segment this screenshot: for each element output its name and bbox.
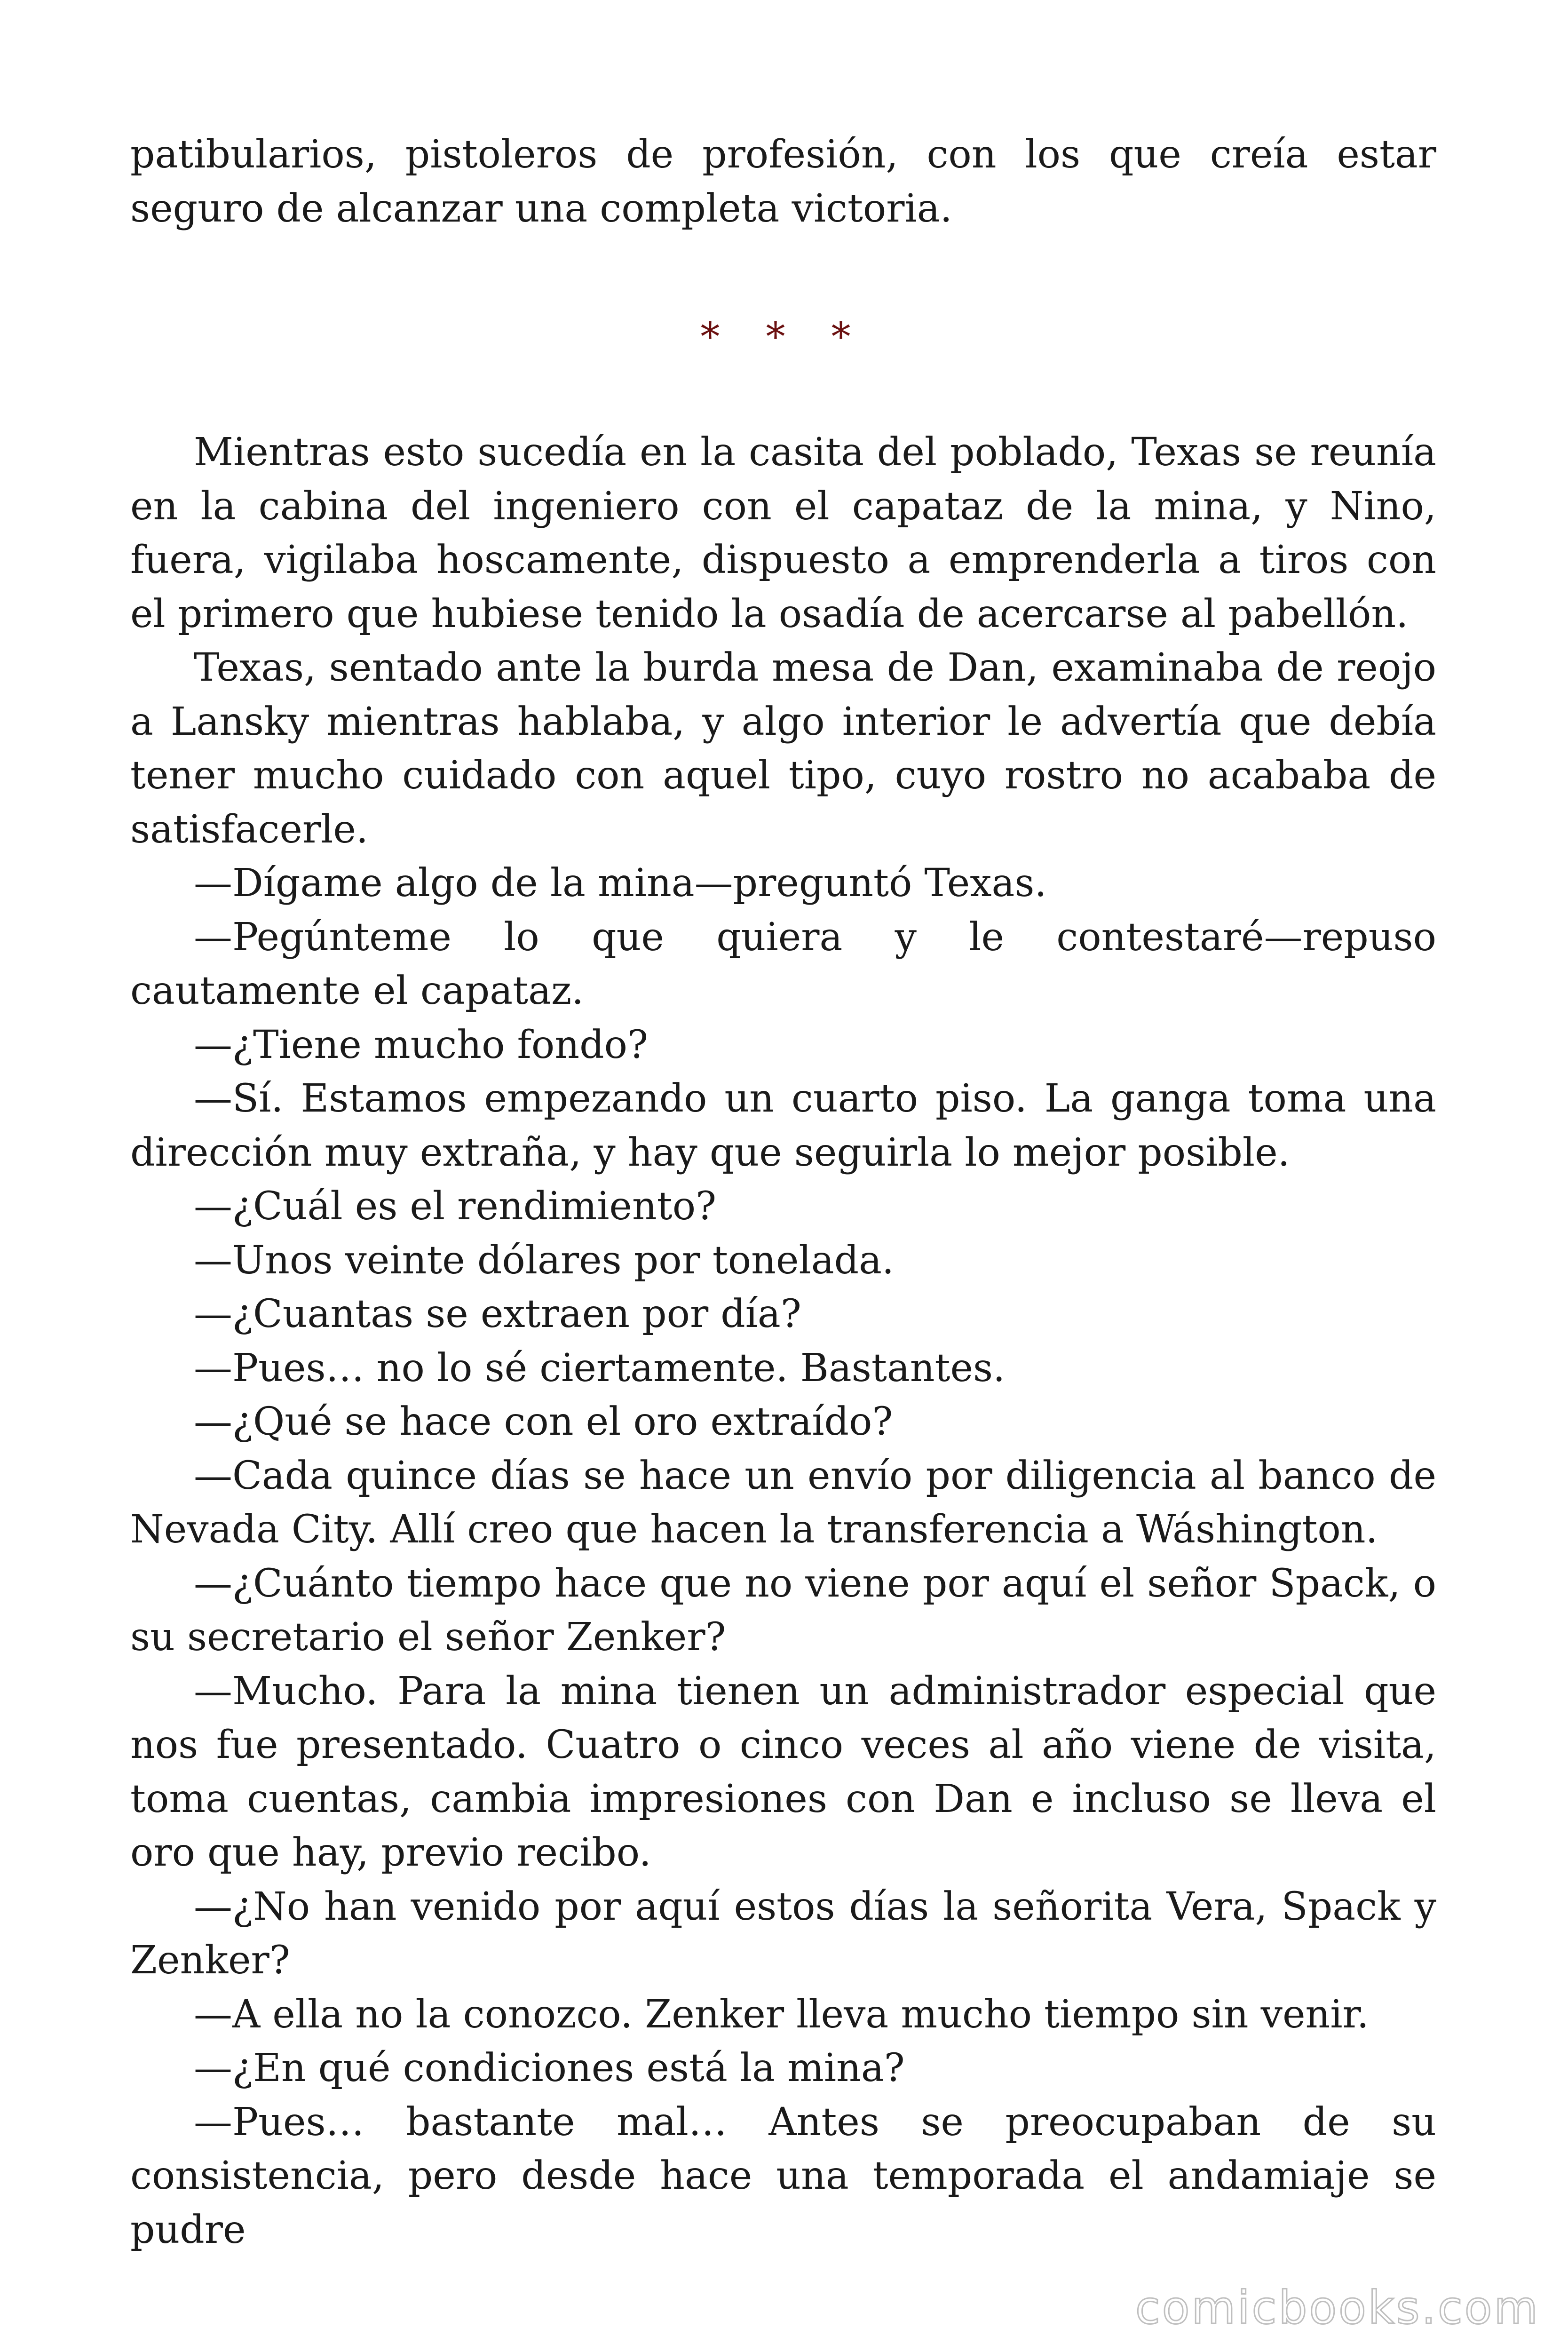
main-text <box>130 426 1436 2257</box>
dialogue-line: —Pues… bastante mal… Antes se preocupaban de su consistencia, pero desde hace una temporada el andamiaje se pudre <box>130 2099 1436 2252</box>
dialogue-line: —Cada quince días se hace un envío por diligencia al banco de Nevada City. Allí creo que hacen la transferencia a Wáshington. <box>130 1453 1436 1552</box>
dialogue-line: —¿Cuánto tiempo hace que no viene por aquí el señor Spack, o su secretario el señor Zenker? <box>130 1561 1436 1660</box>
dialogue-line: —Pues… no lo sé ciertamente. Bastantes. <box>194 1345 1006 1391</box>
dialogue-line: —Sí. Estamos empezando un cuarto piso. La ganga toma una dirección muy extraña, y hay que seguirla lo mejor posible. <box>130 1076 1436 1175</box>
dialogue-line: —¿En qué condiciones está la mina? <box>194 2046 905 2090</box>
dialogue-line: —¿No han venido por aquí estos días la señorita Vera, Spack y Zenker? <box>130 1884 1436 1983</box>
dialogue-line: —¿Qué se hace con el oro extraído? <box>194 1399 893 1444</box>
dialogue-line: —¿Tiene mucho fondo? <box>194 1022 648 1067</box>
section-separator: * * * <box>700 315 868 359</box>
dialogue-line: —Mucho. Para la mina tienen un administrador especial que nos fue presentado. Cuatro o cinco veces al año viene de visita, toma cuentas, cambia impresiones con Dan e incluso se lleva el oro que hay, previo recibo. <box>130 1669 1436 1875</box>
dialogue-line: —Unos veinte dólares por tonelada. <box>194 1238 895 1283</box>
opening-paragraph: patibularios, pistoleros de profesión, con los que creía estar seguro de alcanzar una completa victoria. <box>130 132 1436 231</box>
watermark-logo: comicbooks.com <box>1135 2281 1540 2334</box>
paragraph: Mientras esto sucedía en la casita del poblado, Texas se reunía en la cabina del ingeniero con el capataz de la mina, y Nino, fuera, vigilaba hoscamente, dispuesto a emprenderla a tiros con el primero que hubiese tenido la osadía de acercarse al pabellón. <box>130 430 1436 636</box>
paragraph: Texas, sentado ante la burda mesa de Dan, examinaba de reojo a Lansky mientras hablaba, y algo interior le advertía que debía tener mucho cuidado con aquel tipo, cuyo rostro no acababa de satisfacerle. <box>130 645 1436 852</box>
dialogue-line: —¿Cuál es el rendimiento? <box>194 1184 717 1229</box>
dialogue-line: —Pegúnteme lo que quiera y le contestaré—repuso cautamente el capataz. <box>130 914 1436 1013</box>
dialogue-line: —¿Cuantas se extraen por día? <box>194 1292 801 1336</box>
dialogue-line: —Dígame algo de la mina—preguntó Texas. <box>194 861 1047 906</box>
dialogue-line: —A ella no la conozco. Zenker lleva mucho tiempo sin venir. <box>194 1992 1369 2037</box>
opening-text <box>130 128 1436 236</box>
